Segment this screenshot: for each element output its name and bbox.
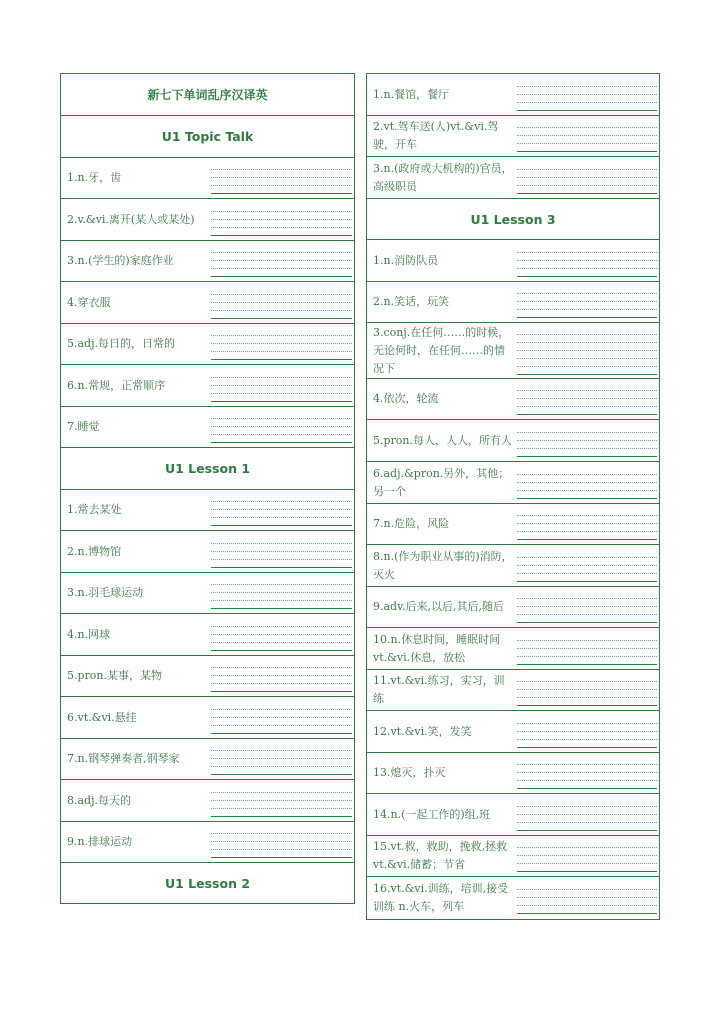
- answer-lines[interactable]: [211, 531, 354, 572]
- vocab-row: [367, 240, 659, 282]
- vocab-prompt: 3.n.(学生的)家庭作业: [67, 254, 174, 267]
- answer-lines[interactable]: [517, 379, 659, 419]
- vocab-row: [61, 490, 354, 531]
- vocab-prompt: 4.n.网球: [67, 627, 111, 641]
- answer-lines[interactable]: [211, 822, 354, 862]
- vocab-prompt: 15.vt.救，救助，挽救,拯救 vt.&vi.储蓄；节省: [373, 840, 508, 871]
- vocab-row: [367, 670, 659, 711]
- answer-lines[interactable]: [211, 282, 354, 323]
- answer-lines[interactable]: [517, 323, 659, 378]
- vocab-prompt: 11.vt.&vi.练习，实习，训练: [373, 674, 505, 705]
- vocab-prompt: 3.n.羽毛球运动: [67, 586, 144, 599]
- left-column: [60, 73, 355, 904]
- vocab-row: [367, 753, 659, 794]
- vocab-row: [61, 282, 354, 324]
- vocab-row: [367, 794, 659, 836]
- answer-lines[interactable]: [211, 241, 354, 281]
- section-heading: U1 Lesson 1: [61, 448, 354, 490]
- vocab-row: [61, 739, 354, 780]
- answer-lines[interactable]: [211, 614, 354, 655]
- answer-lines[interactable]: [517, 240, 659, 281]
- answer-lines[interactable]: [517, 282, 659, 322]
- answer-lines[interactable]: [211, 407, 354, 447]
- vocab-row: [61, 531, 354, 573]
- vocab-row: [367, 379, 659, 420]
- vocab-prompt: 12.vt.&vi.笑，发笑: [373, 724, 472, 738]
- vocab-prompt: 3.n.(政府或大机构的)官员，高级职员: [373, 161, 513, 193]
- vocab-prompt: 2.n.笑话，玩笑: [373, 295, 450, 308]
- vocab-prompt: 6.vt.&vi.悬挂: [67, 710, 137, 724]
- vocab-row: [367, 323, 659, 379]
- vocab-row: [367, 74, 659, 116]
- vocab-row: [61, 158, 354, 199]
- answer-lines[interactable]: [211, 490, 354, 530]
- vocab-row: [367, 545, 659, 587]
- answer-lines[interactable]: [211, 573, 354, 613]
- vocab-row: [367, 877, 659, 919]
- answer-lines[interactable]: [517, 836, 659, 876]
- vocab-row: [61, 573, 354, 614]
- vocab-row: [367, 282, 659, 323]
- vocab-row: [61, 365, 354, 407]
- answer-lines[interactable]: [517, 670, 659, 710]
- vocab-prompt: 7.睡觉: [67, 420, 100, 433]
- vocab-prompt: 3.conj.在任何……的时候，无论何时，在任何……的情况下: [373, 325, 510, 375]
- vocab-prompt: 1.n.消防队员: [373, 253, 439, 267]
- vocab-row: [367, 711, 659, 753]
- vocab-row: [367, 587, 659, 628]
- vocab-prompt: 6.n.常规，正常顺序: [67, 378, 166, 392]
- vocab-prompt: 4.依次，轮流: [373, 392, 439, 405]
- vocab-prompt: 5.adj.每日的，日常的: [67, 337, 176, 350]
- answer-lines[interactable]: [211, 324, 354, 364]
- vocab-prompt: 7.n.危险，风险: [373, 517, 450, 530]
- vocab-prompt: 5.pron.每人，人人，所有人: [373, 433, 512, 447]
- answer-lines[interactable]: [517, 628, 659, 669]
- vocab-row: [61, 241, 354, 282]
- vocab-prompt: 10.n.休息时间，睡眠时间 vt.&vi.休息，放松: [373, 632, 501, 664]
- answer-lines[interactable]: [211, 199, 354, 240]
- vocab-prompt: 7.n.钢琴弹奏者,钢琴家: [67, 752, 180, 765]
- answer-lines[interactable]: [211, 656, 354, 696]
- vocab-row: [367, 504, 659, 545]
- section-heading: U1 Lesson 3: [367, 199, 659, 240]
- vocab-prompt: 1.常去某处: [67, 503, 122, 516]
- page-title: 新七下单词乱序汉译英: [61, 74, 354, 116]
- vocab-prompt: 16.vt.&vi.训练，培训,接受训练 n.火车，列车: [373, 882, 509, 913]
- answer-lines[interactable]: [211, 365, 354, 406]
- vocab-row: [61, 780, 354, 822]
- vocab-prompt: 2.n.博物馆: [67, 544, 122, 558]
- vocab-prompt: 5.pron.某事，某物: [67, 669, 162, 682]
- vocab-row: [367, 462, 659, 504]
- vocab-row: [61, 614, 354, 656]
- answer-lines[interactable]: [517, 116, 659, 156]
- answer-lines[interactable]: [517, 753, 659, 793]
- answer-lines[interactable]: [517, 794, 659, 835]
- vocab-row: [367, 157, 659, 199]
- vocab-prompt: 9.adv.后来,以后,其后,随后: [373, 600, 504, 613]
- answer-lines[interactable]: [517, 462, 659, 503]
- vocab-row: [61, 324, 354, 365]
- answer-lines[interactable]: [517, 420, 659, 461]
- vocab-prompt: 1.n.牙，齿: [67, 171, 122, 184]
- vocab-prompt: 8.adj.每天的: [67, 793, 132, 807]
- vocab-prompt: 6.adj.&pron.另外，其他；另一个: [373, 466, 510, 498]
- vocab-prompt: 14.n.(一起工作的)组,班: [373, 807, 491, 821]
- vocab-prompt: 2.v.&vi.离开(某人或某处): [67, 212, 195, 226]
- vocab-row: [367, 628, 659, 670]
- vocab-row: [61, 656, 354, 697]
- vocab-prompt: 13.熄灭，扑灭: [373, 766, 446, 779]
- answer-lines[interactable]: [517, 74, 659, 115]
- vocab-prompt: 1.n.餐馆，餐厅: [373, 87, 450, 101]
- answer-lines[interactable]: [211, 697, 354, 738]
- answer-lines[interactable]: [517, 545, 659, 586]
- answer-lines[interactable]: [211, 739, 354, 779]
- vocab-prompt: 4.穿衣服: [67, 295, 111, 309]
- vocab-row: [61, 697, 354, 739]
- section-heading: U1 Lesson 2: [164, 875, 251, 891]
- answer-lines[interactable]: [517, 711, 659, 752]
- vocab-prompt: 9.n.排球运动: [67, 835, 133, 848]
- vocab-prompt: 2.vt.驾车送(人)vt.&vi.驾驶，开车: [373, 120, 499, 151]
- vocab-row: [367, 116, 659, 157]
- vocab-prompt: 8.n.(作为职业从事的)消防，灭火: [373, 549, 513, 581]
- vocab-row: [61, 407, 354, 448]
- vocab-row: [61, 199, 354, 241]
- answer-lines[interactable]: [517, 587, 659, 627]
- answer-lines[interactable]: [211, 158, 354, 198]
- answer-lines[interactable]: [211, 780, 354, 821]
- answer-lines[interactable]: [517, 877, 659, 919]
- section-heading: U1 Topic Talk: [61, 116, 354, 158]
- vocab-row: [367, 836, 659, 877]
- right-column: [366, 73, 660, 920]
- vocab-row: [61, 822, 354, 863]
- answer-lines[interactable]: [517, 504, 659, 544]
- answer-lines[interactable]: [517, 157, 659, 198]
- vocab-row: [367, 420, 659, 462]
